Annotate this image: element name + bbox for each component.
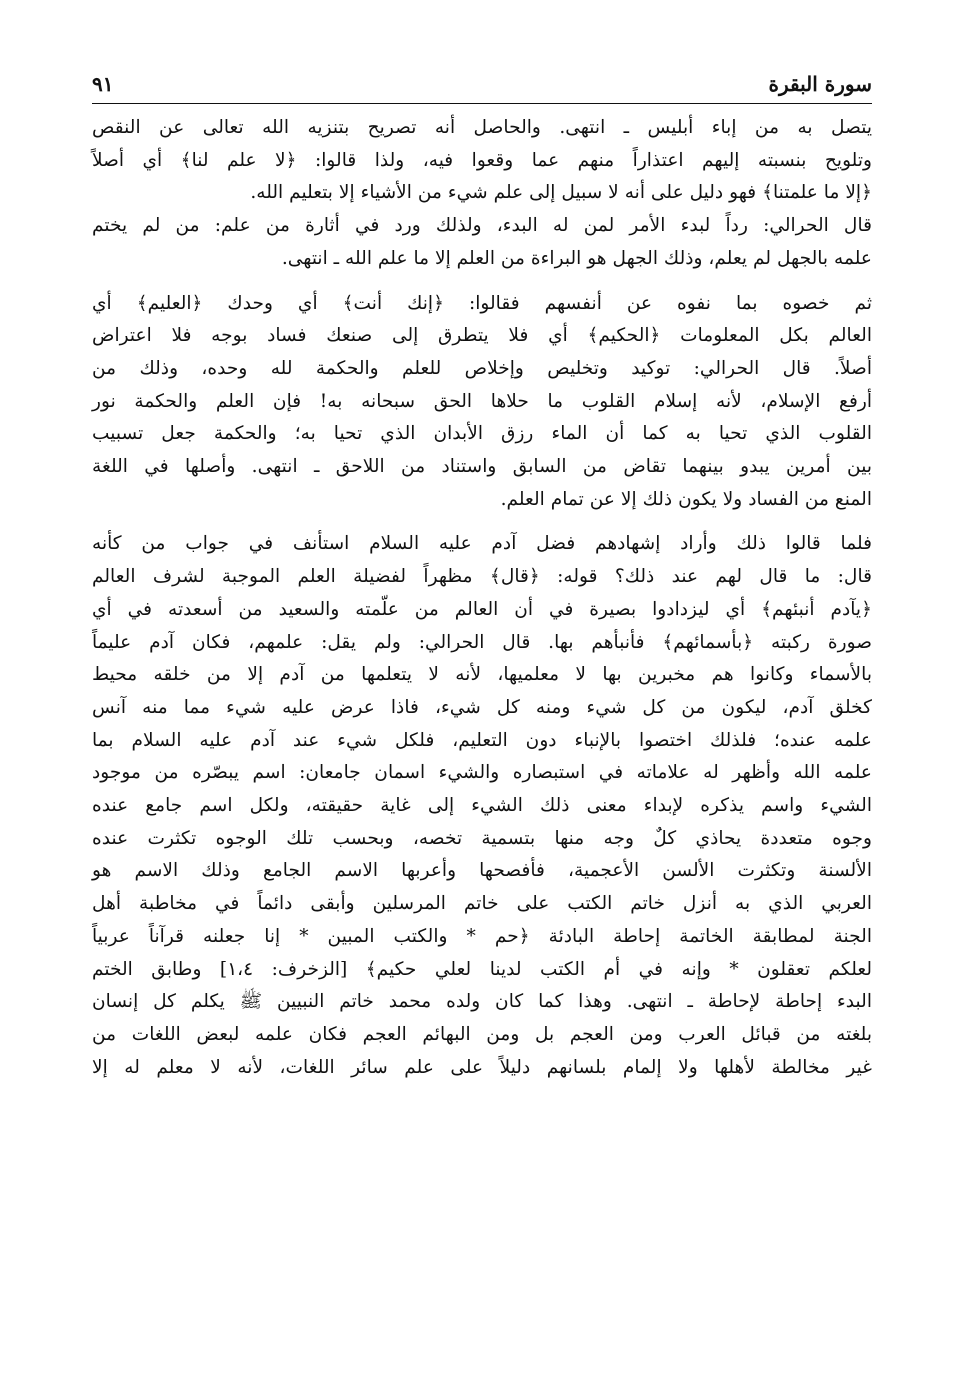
text-line: لعلكم تعقلون * وإنه في أم الكتب لدينا لعلي حكيم﴾ [الزخرف: ١،٤] وطابق الختم xyxy=(92,958,872,980)
text-line: قال الحرالي: رداً لبدء الأمر لمن له البدء، ولذلك ورد في أثارة من علم: من لم يختم xyxy=(92,215,872,237)
text-line: ثم خصوه بما نفوه عن أنفسهم فقالوا: ﴿إنك أنت﴾ أي وحدك ﴿العليم﴾ أي xyxy=(92,292,872,314)
page-body xyxy=(92,112,872,1084)
text-line: علمه بالجهل لم يعلم، وذلك الجهل هو البراءة من العلم إلا ما علم الله ـ انتهى. xyxy=(281,247,872,269)
text-line: الجنة لمطابقة الخاتمة إحاطة البادئة ﴿حم * والكتب المبين * إنا جعلنه قرآناً عربياً xyxy=(92,925,872,947)
running-header xyxy=(92,70,872,96)
text-line: أرفع الإسلام، لأنه إسلام القلوب ما حلاها الحق سبحانه به! فإن العلم والحكمة نور xyxy=(92,390,872,412)
text-line: المنع من الفساد ولا يكون ذلك إلا عن تمام العلم. xyxy=(500,488,872,510)
text-line: صورة ركبته ﴿بأسمائهم﴾ فأنبأهم بها. قال الحرالي: ولم يقل: علمهم، فكان آدم عليماً xyxy=(92,631,872,653)
text-line: فلما قالوا ذلك وأراد إشهادهم فضل آدم عليه السلام استأنف في جواب من كأنه xyxy=(92,533,872,555)
text-line: غير مخالطة لأهلها ولا إلمام بلسانهم دليلاً على علم سائر اللغات، لأنه لا معلم له إلا xyxy=(92,1056,872,1078)
text-line: أصلاً. قال الحرالي: توكيد وتخليص وإخلاص للعلم والحكمة لله وحده، وذلك من xyxy=(92,357,872,379)
paragraph xyxy=(92,112,872,210)
paragraph xyxy=(92,210,872,275)
text-line: يتصل به من إباء أبليس ـ انتهى. والحاصل أنه تصريح بتنزيه الله تعالى عن النقص xyxy=(92,117,872,138)
text-line: علمه عنده؛ فلذلك اختصوا بالإنباء دون التعليم، فلكل شيء عند آدم عليه السلام بما xyxy=(92,729,872,751)
text-line: العربي الذي به أنزل خاتم الكتب على خاتم المرسلين وأبقى دائماً في مخاطبة أهل xyxy=(92,893,872,915)
text-line: بين أمرين يبدو بينهما تقاض من السابق واستناد من اللاحق ـ انتهى. وأصلها في اللغة xyxy=(92,456,872,478)
text-line: البدء إحاطة لإحاطة ـ انتهى. وهذا كما كان ولده محمد خاتم النبيين ﷺ يكلم كل إنسان xyxy=(92,991,872,1013)
text-line: وجوه متعددة يحاذي كلٌ وجه منها بتسمية تخصه، وبحسب تلك الوجوه تكثرت عنده xyxy=(92,827,872,849)
text-line: بلغته من قبائل العرب ومن العجم بل ومن البهائم العجم فكان علمه لبعض اللغات من xyxy=(92,1023,872,1045)
text-line: علمه الله وأظهر له علاماته في استبصاره والشيء اسمان جامعان: اسم يبصّره من موجود xyxy=(92,762,872,784)
text-line: ﴿إلا ما علمتنا﴾ فهو دليل على أنه لا سبيل إلى علم شيء من الأشياء إلا بتعليم الله. xyxy=(250,182,872,204)
surah-title: سورة البقرة xyxy=(768,72,872,96)
text-line: العالم بكل المعلومات ﴿الحكيم﴾ أي فلا يتطرق إلى صنعك فساد بوجه فلا اعتراض xyxy=(92,325,872,347)
header-rule xyxy=(92,103,872,104)
page-number: ٩١ xyxy=(92,72,114,96)
paragraph xyxy=(92,528,872,1084)
text-line: كخلق آدم، ليكون من كل شيء ومنه كل شيء، فاذا عرض عليه شيء مما منه آنس xyxy=(92,696,872,718)
text-line: وتلويح بنسبته إليهم اعتذاراً منهم عما وقعوا فيه، ولذا قالوا: ﴿لا علم لنا﴾ أي أصلاً xyxy=(92,149,872,171)
text-line: القلوب الذي تحيا به كما أن الماء رزق الأبدان الذي تحيا به؛ والحكمة جعل تسبيب xyxy=(92,423,872,445)
text-line: ﴿يآدم أنبئهم﴾ أي ليزدادوا بصيرة في أن العالم من علّمته والسعيد من أسعدته في أي xyxy=(92,598,872,620)
text-line: بالأسماء وكانوا هم مخبرين بها لا معلميها، لأنه لا يتعلمها من آدم إلا من خلقه محيط xyxy=(92,664,872,686)
text-line: الشيء واسم يذكره لإبداء معنى ذلك الشيء إلى غاية حقيقته، ولكل اسم جامع عنده xyxy=(92,795,872,817)
paragraph xyxy=(92,288,872,517)
text-line: قال: ما قال لهم عند ذلك؟ قوله: ﴿قال﴾ مظهراً لفضيلة العلم الموجبة لشرف العالم xyxy=(92,566,872,588)
text-line: الألسنة وتكثرت الألسن الأعجمية، فأفصحها وأعربها الاسم الجامع وذلك الاسم هو xyxy=(92,860,872,882)
